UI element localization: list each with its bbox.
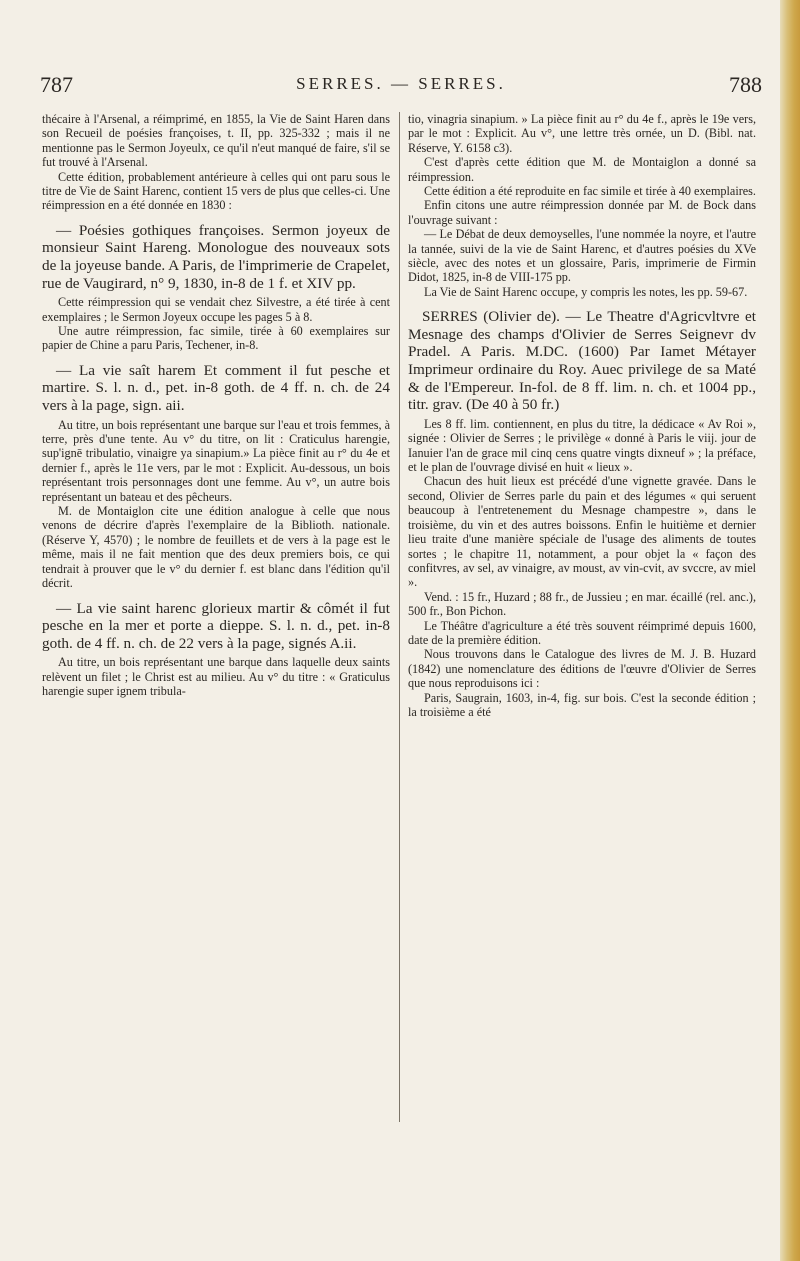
page-header [40, 72, 762, 102]
left-column [42, 112, 390, 699]
paragraph: Paris, Saugrain, 1603, in-4, fig. sur bois. C'est la seconde édition ; la troisième a été [408, 690, 756, 719]
paragraph: tio, vinagria sinapium. » La pièce finit au r° du 4e f., après le 19e vers, par le mot : Explicit. Au v°, une lettre très ornée, un D. (Bibl. nat. Réserve, Y. 6158 c3). [408, 112, 756, 155]
paragraph: Cette édition, probablement antérieure à celles qui ont paru sous le titre de Vie de Saint Harenc, contient 15 vers de plus que celles-ci. Une réimpression en a été donnée en 1830 : [42, 169, 390, 213]
bibliographic-entry: — La vie saint harenc glorieux martir & cômét il fut pesche en la mer et porte a dieppe. S. l. n. d., pet. in-8 goth. de 4 ff. n. ch. de 22 vers à la page, signés A.ii. [42, 599, 390, 652]
paragraph: Vend. : 15 fr., Huzard ; 88 fr., de Jussieu ; en mar. écaillé (rel. anc.), 500 fr., Bon Pichon. [408, 589, 756, 619]
paragraph: Les 8 ff. lim. contiennent, en plus du titre, la dédicace « Av Roi », signée : Olivier de Serres ; le privilège « donné à Paris le viij. jour de Ianuier l'an de grace mil cinq cens quatre vingts dixneuf » ; la préface, et le plan de l'ouvrage divisé en huit « lieux ». [408, 416, 756, 475]
paragraph: Le Théâtre d'agriculture a été très souvent réimprimé depuis 1600, date de la première édition. [408, 618, 756, 647]
paragraph: La Vie de Saint Harenc occupe, y compris les notes, les pp. 59-67. [424, 284, 748, 299]
paragraph: Au titre, un bois représentant une barque sur l'eau et trois femmes, à terre, près d'une tente. Au v° du titre, on lit : Craticulus harengie, sup'ignē tribulatio, vinaigre ya sinapium.» La pièce finit au r° du 4e et dernier f., après le 11e vers, par le mot : Explicit. Au-dessous, un bois représentant trois personnages dont une femme. Au v°, un autre bois représentant un bateau et des pêcheurs. [42, 417, 390, 504]
paragraph: Enfin citons une autre réimpression donnée par M. de Bock dans l'ouvrage suivant : [408, 198, 756, 227]
paragraph: Cette réimpression qui se vendait chez Silvestre, a été tirée à cent exemplaires ; le Sermon Joyeux occupe les pages 5 à 8. [42, 295, 390, 324]
page-number-left: 787 [40, 72, 73, 97]
paragraph: Cette édition a été reproduite en fac simile et tirée à 40 exemplaires. [424, 184, 756, 199]
paragraph: C'est d'après cette édition que M. de Montaiglon a donné sa réimpression. [408, 155, 756, 184]
right-column [408, 112, 756, 719]
paragraph: Chacun des huit lieux est précédé d'une vignette gravée. Dans le second, Olivier de Serres parle du pain et des légumes « qui seruent beaucoup à l'entretenement du Mesnage champestre », dans le troisième, du vin et des autres boissons. Enfin le huitième et dernier lieu traite d'une manière spéciale de l'usage des aliments de toutes sortes ; le chapitre 11, notamment, a pour objet la « façon des confitvres, av sel, av vinaigre, av moust, av vin-cvit, av svccre, av miel ». [408, 474, 756, 590]
paragraph: Nous trouvons dans le Catalogue des livres de M. J. B. Huzard (1842) une nomenclature des éditions de l'œuvre d'Olivier de Serres que nous reproduisons ici : [408, 647, 756, 691]
page-gutter-edge [780, 0, 800, 1261]
paragraph: — Le Débat de deux demoyselles, l'une nommée la noyre, et l'autre la tannée, suivi de la vie de Saint Harenc, et d'autres poésies du XVe siècle, avec des notes et un glossaire, Paris, imprimerie de Firmin Didot, 1825, in-8 de VIII-175 pp. [408, 227, 756, 285]
running-head: SERRES. — SERRES. [296, 74, 506, 93]
column-divider [399, 112, 400, 1122]
bibliographic-entry: SERRES (Olivier de). — Le Theatre d'Agricvltvre et Mesnage des champs d'Olivier de Serres Seignevr dv Pradel. A Paris. M.DC. (1600) Par Iamet Métayer Imprimeur ordinaire du Roy. Auec privilege de sa Maté & de l'Empereur. In-fol. de 8 ff. lim. n. ch. et 1004 pp., titr. grav. (De 40 à 50 fr.) [408, 308, 756, 414]
paragraph: Au titre, un bois représentant une barque dans laquelle deux saints relèvent un filet ; le Christ est au milieu. Au v° du titre : « Graticulus harengie super ignem tribula- [42, 655, 390, 699]
paragraph: Une autre réimpression, fac simile, tirée à 60 exemplaires sur papier de Chine a paru Paris, Techener, in-8. [42, 324, 390, 353]
bibliographic-entry: — La vie saît harem Et comment il fut pesche et martire. S. l. n. d., pet. in-8 goth. de 4 ff. n. ch. de 24 vers à la page, sign. aii. [42, 361, 390, 415]
bibliographic-entry: — Poésies gothiques françoises. Sermon joyeux de monsieur Saint Hareng. Monologue des nouveaux sots de la joyeuse bande. A Paris, de l'imprimerie de Crapelet, rue de Vaugirard, n° 9, 1830, in-8 de 1 f. et XIV pp. [42, 221, 390, 292]
page-number-right: 788 [729, 72, 762, 97]
paragraph: thécaire à l'Arsenal, a réimprimé, en 1855, la Vie de Saint Haren dans son Recueil de poésies françoises, t. II, pp. 325-332 ; mais il ne mentionne pas le Sermon Joyeulx, ce qu'il n'eut manqué de faire, s'il se fut trouvé à l'Arsenal. [42, 112, 390, 170]
paragraph: M. de Montaiglon cite une édition analogue à celle que nous venons de décrire d'après l'exemplaire de la Biblioth. nationale. (Réserve Y, 4570) ; le nombre de feuillets et de vers à la page est le même, mais il ne fait mention que des deux premiers bois, ce qui tendrait à prouver que le v° du dernier f. est blanc dans l'édition qu'il décrit. [42, 504, 390, 591]
